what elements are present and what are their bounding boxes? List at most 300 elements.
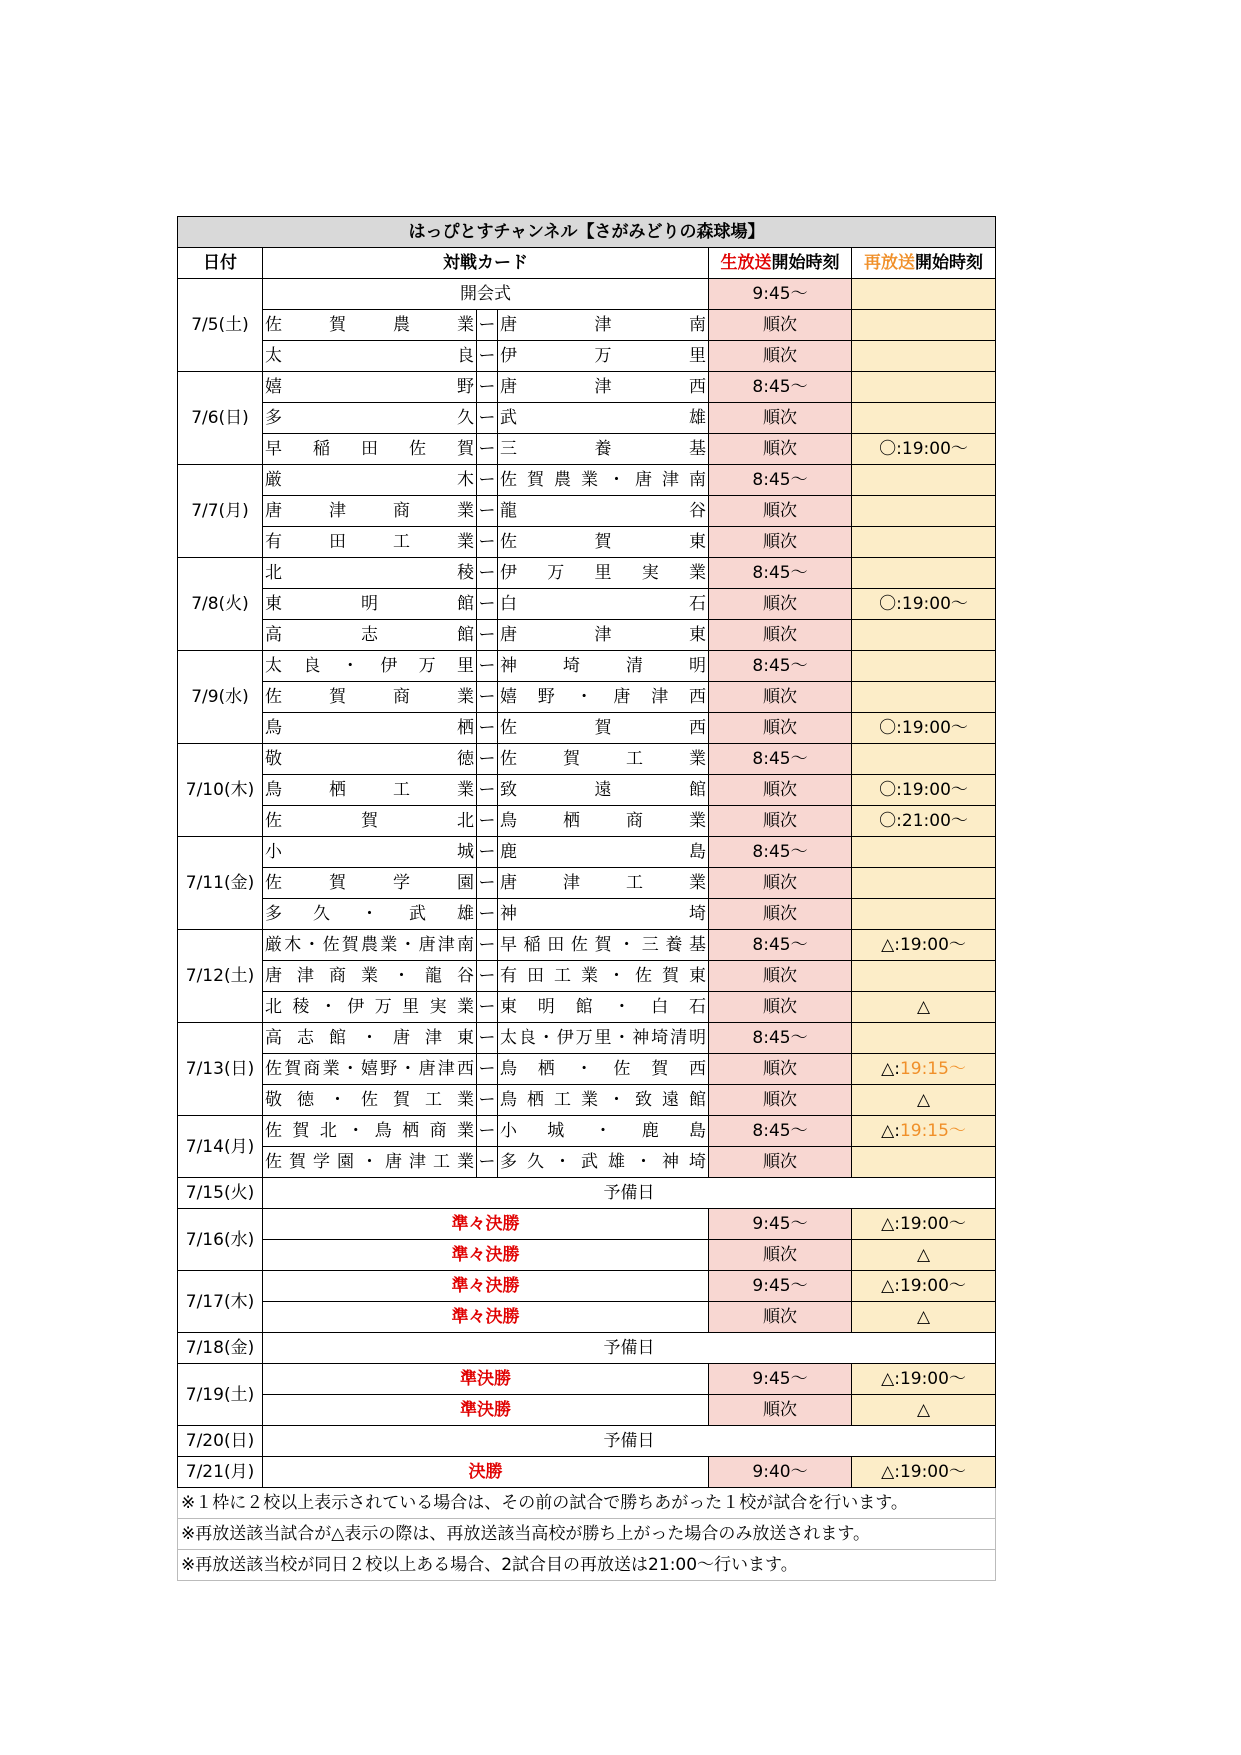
away-team [498,465,709,496]
table-row [178,341,996,372]
header-date: 日付 [178,248,263,279]
rebroadcast-mark: 〇:19:00～ [879,780,968,800]
broadcast-schedule-table [177,216,996,1581]
home-team [263,992,477,1023]
rebroadcast-time [852,465,996,496]
live-start-time: 9:45～ [709,1271,852,1302]
table-row [178,527,996,558]
away-team [498,403,709,434]
home-team-text: 佐賀学園・唐津工業 [265,1152,474,1172]
away-team-text: 唐津工業 [500,873,706,893]
home-team-text: 敬徳・佐賀工業 [265,1090,474,1110]
home-team [263,372,477,403]
rebroadcast-mark: △ [917,1090,931,1110]
live-start-time: 9:45～ [709,1364,852,1395]
round-label: 準々決勝 [263,1209,709,1240]
versus-dash: ー [477,1085,498,1116]
rebroadcast-time [852,899,996,930]
versus-dash: ー [477,1147,498,1178]
home-team-text: 太良 [265,346,474,366]
home-team [263,1147,477,1178]
away-team [498,589,709,620]
table-row [178,930,996,961]
rebroadcast-time [852,1023,996,1054]
table-row [178,1116,996,1147]
reserve-day: 予備日 [263,1333,996,1364]
away-team [498,496,709,527]
home-team [263,310,477,341]
live-start-time: 9:45～ [709,279,852,310]
live-start-time: 9:45～ [709,1209,852,1240]
away-team-text: 早稲田佐賀・三養基 [500,935,706,955]
rebroadcast-time [852,682,996,713]
home-team-text: 多久・武雄 [265,904,474,924]
footnote: ※再放送該当校が同日２校以上ある場合、2試合目の再放送は21:00～行います。 [178,1550,996,1581]
home-team-text: 唐津商業 [265,501,474,521]
rebroadcast-time [852,651,996,682]
versus-dash: ー [477,403,498,434]
table-row [178,1457,996,1488]
away-team-text: 鹿島 [500,842,706,862]
round-label: 準々決勝 [263,1302,709,1333]
table-row [178,1240,996,1271]
rebroadcast-time-orange: 19:15～ [899,1059,966,1079]
away-team-text: 有田工業・佐賀東 [500,966,706,986]
away-team [498,961,709,992]
away-team [498,1116,709,1147]
rebroadcast-time [852,279,996,310]
home-team-text: 嬉野 [265,377,474,397]
live-start-time: 8:45～ [709,1023,852,1054]
date-cell: 7/11(金) [178,837,263,930]
live-start-time: 順次 [709,310,852,341]
home-team [263,341,477,372]
home-team-text: 高志館・唐津東 [265,1028,474,1048]
versus-dash: ー [477,341,498,372]
live-start-time: 順次 [709,961,852,992]
versus-dash: ー [477,558,498,589]
table-row [178,620,996,651]
away-team-text: 佐賀東 [500,532,706,552]
footnote: ※１枠に２校以上表示されている場合は、その前の試合で勝ちあがった１校が試合を行います。 [178,1488,996,1519]
home-team [263,589,477,620]
rebroadcast-mark: 〇:21:00～ [879,811,968,831]
live-start-time: 順次 [709,496,852,527]
live-start-time: 8:45～ [709,930,852,961]
away-team [498,372,709,403]
opening-ceremony: 開会式 [263,279,709,310]
home-team [263,651,477,682]
away-team-text: 鳥栖・佐賀西 [500,1059,706,1079]
rebroadcast-time-orange: 19:15～ [899,1121,966,1141]
table-row [178,744,996,775]
date-cell: 7/13(日) [178,1023,263,1116]
schedule-title: はっぴとすチャンネル【さがみどりの森球場】 [178,217,996,248]
table-row [178,1209,996,1240]
away-team [498,651,709,682]
table-row [178,434,996,465]
versus-dash: ー [477,1023,498,1054]
away-team-text: 佐賀農業・唐津南 [500,470,706,490]
table-row [178,279,996,310]
away-team-text: 唐津東 [500,625,706,645]
home-team [263,868,477,899]
away-team [498,930,709,961]
home-team-text: 厳木 [265,470,474,490]
rebroadcast-time [852,1395,996,1426]
live-start-time: 順次 [709,806,852,837]
rebroadcast-time [852,744,996,775]
table-row [178,961,996,992]
header-live-suffix: 開始時刻 [771,253,840,273]
rebroadcast-time [852,713,996,744]
home-team [263,1023,477,1054]
versus-dash: ー [477,868,498,899]
date-cell: 7/15(火) [178,1178,263,1209]
versus-dash: ー [477,496,498,527]
table-row [178,1085,996,1116]
note-row [178,1550,996,1581]
away-team [498,713,709,744]
round-label: 準々決勝 [263,1271,709,1302]
rebroadcast-time [852,992,996,1023]
header-rebroadcast-label: 再放送 [864,253,916,273]
live-start-time: 順次 [709,1085,852,1116]
header-rebroadcast-suffix: 開始時刻 [915,253,984,273]
header-live-start [709,248,852,279]
rebroadcast-time [852,1116,996,1147]
versus-dash: ー [477,589,498,620]
table-row [178,868,996,899]
away-team-text: 伊万里実業 [500,563,706,583]
rebroadcast-mark: △ [917,1400,931,1420]
home-team [263,713,477,744]
reserve-day: 予備日 [263,1178,996,1209]
rebroadcast-time [852,1240,996,1271]
away-team [498,806,709,837]
home-team [263,465,477,496]
home-team [263,434,477,465]
date-cell: 7/12(土) [178,930,263,1023]
live-start-time: 8:45～ [709,651,852,682]
rebroadcast-mark: △: [881,1059,900,1079]
home-team-text: 佐賀商業・嬉野・唐津西 [265,1059,474,1079]
home-team-text: 鳥栖 [265,718,474,738]
table-row [178,372,996,403]
away-team [498,1023,709,1054]
live-start-time: 順次 [709,1240,852,1271]
versus-dash: ー [477,465,498,496]
rebroadcast-time [852,1302,996,1333]
home-team-text: 太良・伊万里 [265,656,474,676]
home-team-text: 佐賀商業 [265,687,474,707]
rebroadcast-time [852,341,996,372]
away-team [498,310,709,341]
away-team-text: 鳥栖商業 [500,811,706,831]
away-team [498,899,709,930]
rebroadcast-mark: △:19:00～ [881,1214,966,1234]
home-team [263,496,477,527]
table-row [178,558,996,589]
date-cell: 7/17(木) [178,1271,263,1333]
away-team-text: 佐賀西 [500,718,706,738]
home-team-text: 唐津商業・龍谷 [265,966,474,986]
away-team-text: 龍谷 [500,501,706,521]
away-team-text: 白石 [500,594,706,614]
versus-dash: ー [477,527,498,558]
table-row [178,1426,996,1457]
rebroadcast-time [852,1054,996,1085]
away-team [498,620,709,651]
live-start-time: 順次 [709,868,852,899]
live-start-time: 順次 [709,589,852,620]
date-cell: 7/20(日) [178,1426,263,1457]
table-row [178,1178,996,1209]
live-start-time: 8:45～ [709,1116,852,1147]
home-team-text: 敬徳 [265,749,474,769]
away-team [498,837,709,868]
home-team-text: 北稜・伊万里実業 [265,997,474,1017]
table-row [178,651,996,682]
live-start-time: 順次 [709,992,852,1023]
away-team [498,1054,709,1085]
away-team [498,558,709,589]
live-start-time: 順次 [709,620,852,651]
away-team-text: 小城・鹿島 [500,1121,706,1141]
versus-dash: ー [477,372,498,403]
live-start-time: 8:45～ [709,837,852,868]
schedule-sheet [177,216,995,1581]
rebroadcast-time [852,961,996,992]
versus-dash: ー [477,806,498,837]
home-team [263,930,477,961]
home-team-text: 小城 [265,842,474,862]
header-live-label: 生放送 [720,253,772,273]
note-row [178,1519,996,1550]
live-start-time: 順次 [709,1302,852,1333]
table-row [178,682,996,713]
rebroadcast-time [852,775,996,806]
versus-dash: ー [477,682,498,713]
home-team [263,558,477,589]
live-start-time: 8:45～ [709,744,852,775]
header-card: 対戦カード [263,248,709,279]
away-team [498,775,709,806]
versus-dash: ー [477,961,498,992]
home-team-text: 厳木・佐賀農業・唐津南 [265,935,474,955]
away-team-text: 神埼清明 [500,656,706,676]
date-cell: 7/19(土) [178,1364,263,1426]
home-team [263,806,477,837]
versus-dash: ー [477,1054,498,1085]
table-row [178,1333,996,1364]
away-team [498,527,709,558]
home-team-text: 佐賀北 [265,811,474,831]
round-label: 決勝 [263,1457,709,1488]
rebroadcast-mark: △ [917,1245,931,1265]
date-cell: 7/16(水) [178,1209,263,1271]
rebroadcast-time [852,1085,996,1116]
away-team-text: 佐賀工業 [500,749,706,769]
live-start-time: 順次 [709,403,852,434]
home-team [263,899,477,930]
away-team [498,1147,709,1178]
home-team [263,1116,477,1147]
home-team [263,403,477,434]
rebroadcast-time [852,1209,996,1240]
versus-dash: ー [477,837,498,868]
away-team-text: 東明館・白石 [500,997,706,1017]
away-team-text: 鳥栖工業・致遠館 [500,1090,706,1110]
rebroadcast-time [852,868,996,899]
rebroadcast-mark: △:19:00～ [881,1462,966,1482]
live-start-time: 順次 [709,1395,852,1426]
home-team [263,837,477,868]
table-row [178,899,996,930]
home-team-text: 鳥栖工業 [265,780,474,800]
home-team-text: 佐賀北・鳥栖商業 [265,1121,474,1141]
rebroadcast-time [852,1457,996,1488]
home-team-text: 有田工業 [265,532,474,552]
rebroadcast-mark: 〇:19:00～ [879,439,968,459]
rebroadcast-time [852,310,996,341]
versus-dash: ー [477,434,498,465]
live-start-time: 順次 [709,434,852,465]
versus-dash: ー [477,775,498,806]
table-row [178,1395,996,1426]
live-start-time: 順次 [709,775,852,806]
rebroadcast-time [852,496,996,527]
live-start-time: 順次 [709,1147,852,1178]
away-team [498,992,709,1023]
rebroadcast-time [852,1271,996,1302]
versus-dash: ー [477,744,498,775]
round-label: 準決勝 [263,1364,709,1395]
table-row [178,837,996,868]
rebroadcast-time [852,527,996,558]
home-team [263,1054,477,1085]
rebroadcast-mark: △:19:00～ [881,1276,966,1296]
versus-dash: ー [477,620,498,651]
away-team [498,434,709,465]
date-cell: 7/9(水) [178,651,263,744]
home-team [263,527,477,558]
away-team-text: 伊万里 [500,346,706,366]
table-row [178,1364,996,1395]
away-team-text: 三養基 [500,439,706,459]
away-team-text: 致遠館 [500,780,706,800]
live-start-time: 9:40～ [709,1457,852,1488]
round-label: 準決勝 [263,1395,709,1426]
versus-dash: ー [477,651,498,682]
date-cell: 7/10(木) [178,744,263,837]
date-cell: 7/6(日) [178,372,263,465]
live-start-time: 順次 [709,527,852,558]
rebroadcast-time [852,837,996,868]
table-row [178,465,996,496]
home-team-text: 北稜 [265,563,474,583]
rebroadcast-time [852,806,996,837]
table-row [178,1023,996,1054]
versus-dash: ー [477,992,498,1023]
date-cell: 7/7(月) [178,465,263,558]
versus-dash: ー [477,310,498,341]
live-start-time: 順次 [709,341,852,372]
table-row [178,992,996,1023]
rebroadcast-mark: 〇:19:00～ [879,718,968,738]
rebroadcast-time [852,372,996,403]
table-row [178,496,996,527]
table-row [178,806,996,837]
footnote: ※再放送該当試合が△表示の際は、再放送該当高校が勝ち上がった場合のみ放送されます。 [178,1519,996,1550]
date-cell: 7/18(金) [178,1333,263,1364]
away-team-text: 唐津南 [500,315,706,335]
rebroadcast-mark: 〇:19:00～ [879,594,968,614]
table-row [178,589,996,620]
away-team-text: 太良・伊万里・神埼清明 [500,1028,706,1048]
rebroadcast-time [852,434,996,465]
away-team-text: 唐津西 [500,377,706,397]
live-start-time: 8:45～ [709,465,852,496]
live-start-time: 8:45～ [709,372,852,403]
away-team [498,1085,709,1116]
date-cell: 7/14(月) [178,1116,263,1178]
versus-dash: ー [477,899,498,930]
note-row [178,1488,996,1519]
header-rebroadcast-start [852,248,996,279]
home-team-text: 佐賀学園 [265,873,474,893]
rebroadcast-time [852,1364,996,1395]
home-team-text: 高志館 [265,625,474,645]
rebroadcast-time [852,589,996,620]
table-row [178,1271,996,1302]
table-row [178,775,996,806]
home-team [263,744,477,775]
away-team-text: 多久・武雄・神埼 [500,1152,706,1172]
rebroadcast-mark: △:19:00～ [881,1369,966,1389]
rebroadcast-mark: △ [917,997,931,1017]
live-start-time: 順次 [709,1054,852,1085]
rebroadcast-time [852,1147,996,1178]
live-start-time: 順次 [709,713,852,744]
rebroadcast-time [852,930,996,961]
away-team-text: 武雄 [500,408,706,428]
versus-dash: ー [477,713,498,744]
away-team [498,682,709,713]
home-team [263,961,477,992]
versus-dash: ー [477,1116,498,1147]
rebroadcast-time [852,403,996,434]
home-team-text: 多久 [265,408,474,428]
live-start-time: 順次 [709,682,852,713]
table-row [178,1054,996,1085]
date-cell: 7/21(月) [178,1457,263,1488]
rebroadcast-time [852,558,996,589]
live-start-time: 8:45～ [709,558,852,589]
table-row [178,1147,996,1178]
home-team-text: 早稲田佐賀 [265,439,474,459]
home-team-text: 東明館 [265,594,474,614]
away-team [498,341,709,372]
table-row [178,310,996,341]
date-cell: 7/5(土) [178,279,263,372]
home-team [263,682,477,713]
away-team-text: 神埼 [500,904,706,924]
home-team [263,1085,477,1116]
away-team-text: 嬉野・唐津西 [500,687,706,707]
reserve-day: 予備日 [263,1426,996,1457]
table-row [178,713,996,744]
